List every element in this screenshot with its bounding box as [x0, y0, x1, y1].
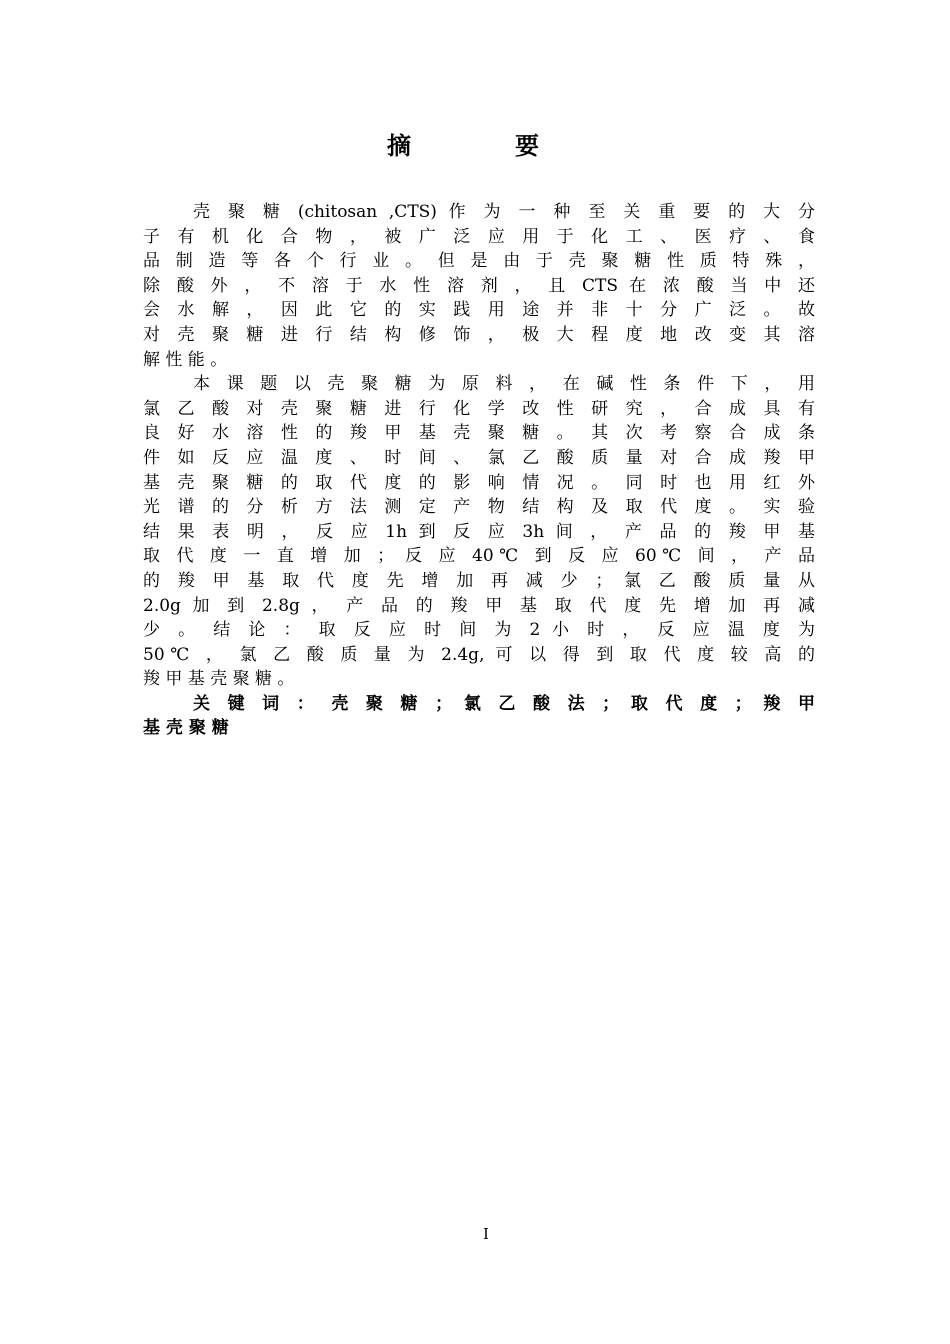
text-line: 的 羧 甲 基 取 代 度 先 增 加 再 减 少 ； 氯 乙 酸 质 量 从	[143, 570, 815, 591]
text-line: 壳 聚 糖 (chitosan ,CTS) 作 为 一 种 至 关 重 要 的 大 分	[193, 202, 815, 222]
keywords-section	[143, 692, 815, 741]
text-line: 少 。 结 论 ： 取 反 应 时 间 为 2 小 时 ， 反 应 温 度 为	[143, 620, 815, 641]
text-line: 结 果 表 明 ， 反 应 1h 到 反 应 3h 间 ， 产 品 的 羧 甲 基	[143, 521, 815, 542]
text-line: 羧 甲 基 壳 聚 糖 。	[143, 669, 295, 690]
text-line: 取 代 度 一 直 增 加 ； 反 应 40℃ 到 反 应 60℃ 间 ， 产 品	[143, 546, 815, 567]
text-line: 光 谱 的 分 析 方 法 测 定 产 物 结 构 及 取 代 度 。 实 验	[143, 497, 815, 518]
text-line: 解 性 能 。	[143, 349, 228, 370]
abstract-title: 摘 要	[387, 132, 579, 160]
text-line: 除 酸 外 ， 不 溶 于 水 性 溶 剂 ， 且 CTS 在 浓 酸 当 中 还	[143, 275, 815, 296]
text-line: 件 如 反 应 温 度 、 时 间 、 氯 乙 酸 质 量 对 合 成 羧 甲	[143, 447, 815, 468]
abstract-paragraph-1	[143, 200, 815, 372]
text-line: 50℃ ， 氯 乙 酸 质 量 为 2.4g, 可 以 得 到 取 代 度 较 高 的	[143, 644, 815, 665]
keywords-line: 基 壳 聚 糖	[143, 718, 229, 739]
abstract-paragraph-2	[143, 372, 815, 692]
text-line: 会 水 解 ， 因 此 它 的 实 践 用 途 并 非 十 分 广 泛 。 故	[143, 300, 815, 321]
abstract-body	[143, 200, 815, 741]
text-line: 对 壳 聚 糖 进 行 结 构 修 饰 ， 极 大 程 度 地 改 变 其 溶	[143, 324, 815, 345]
text-line: 品 制 造 等 各 个 行 业 。 但 是 由 于 壳 聚 糖 性 质 特 殊 ，	[143, 251, 815, 272]
text-line: 本 课 题 以 壳 聚 糖 为 原 料 ， 在 碱 性 条 件 下 ， 用	[193, 374, 815, 395]
text-line: 基 壳 聚 糖 的 取 代 度 的 影 响 情 况 。 同 时 也 用 红 外	[143, 472, 815, 493]
text-line: 氯 乙 酸 对 壳 聚 糖 进 行 化 学 改 性 研 究 ， 合 成 具 有	[143, 398, 815, 419]
text-line: 良 好 水 溶 性 的 羧 甲 基 壳 聚 糖 。 其 次 考 察 合 成 条	[143, 423, 815, 444]
text-line: 子 有 机 化 合 物 ， 被 广 泛 应 用 于 化 工 、 医 疗 、 食	[143, 226, 815, 247]
text-line: 2.0g 加 到 2.8g ， 产 品 的 羧 甲 基 取 代 度 先 增 加 再 减	[143, 595, 815, 616]
keywords-line: 关 键 词 ： 壳 聚 糖 ； 氯 乙 酸 法 ； 取 代 度 ； 羧 甲	[193, 693, 816, 714]
page-number: I	[483, 1225, 489, 1243]
